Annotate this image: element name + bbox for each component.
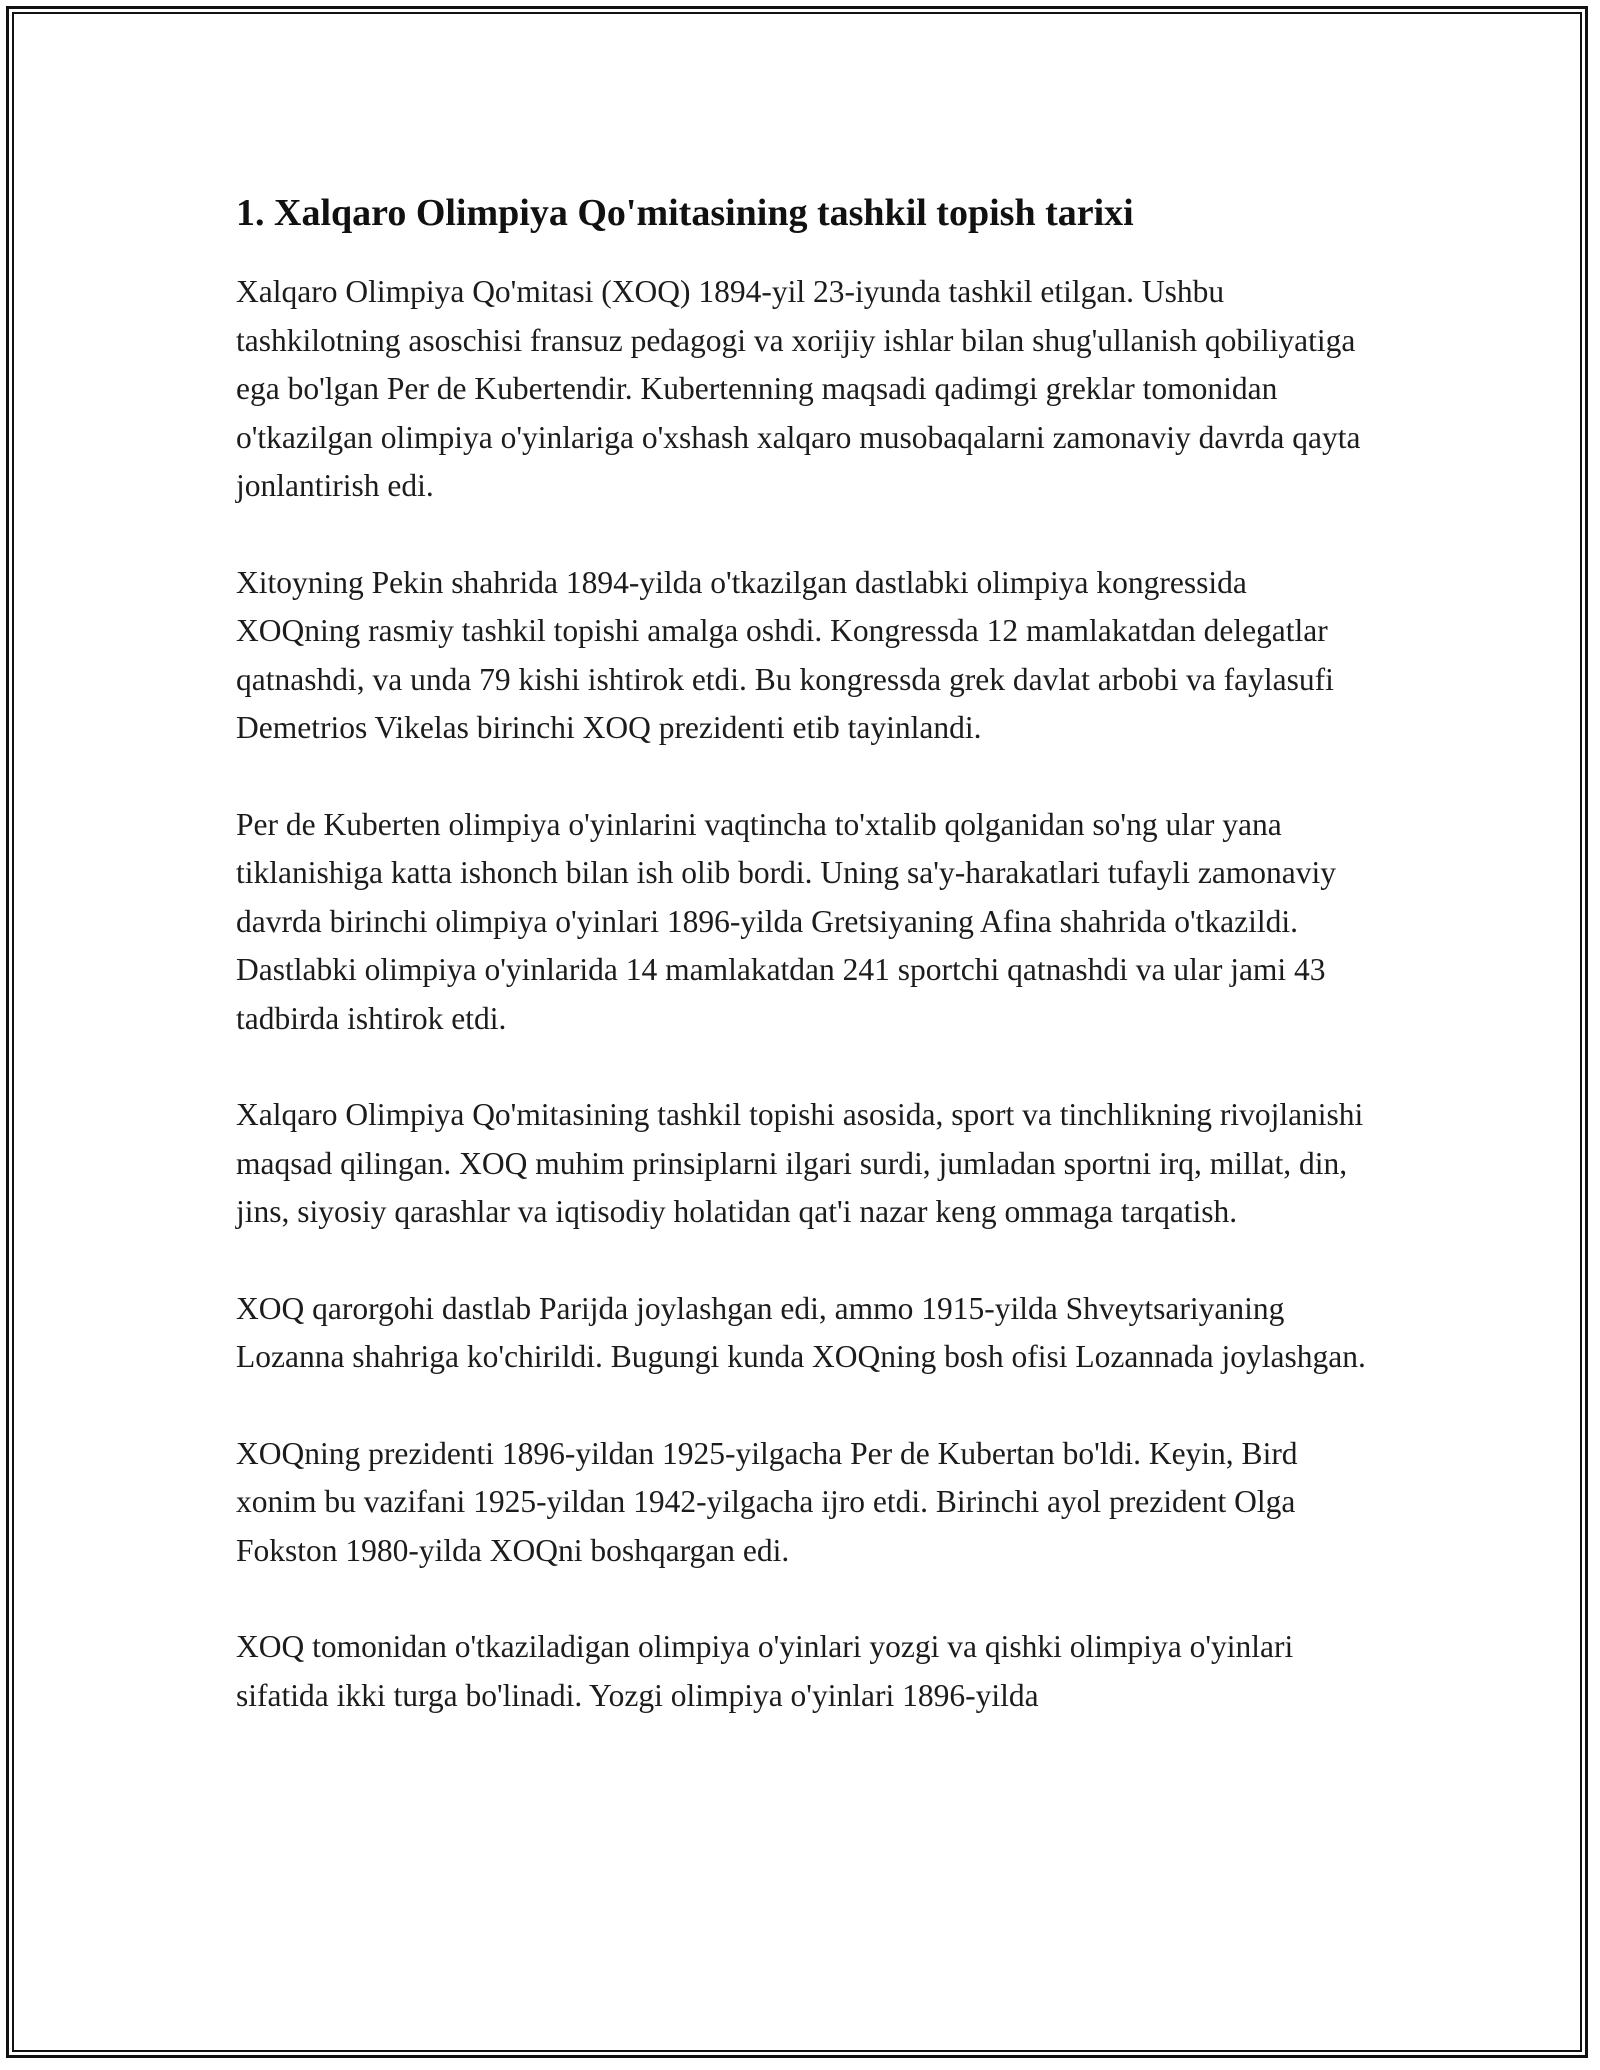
paragraph-founding: Xalqaro Olimpiya Qo'mitasi (XOQ) 1894-yil 23-iyunda tashkil etilgan. Ushbu tashkilotning asoschisi fransuz pedagogi va xorijiy ishlar bilan shug'ullanish qobiliyatiga ega bo'lgan Per de Kubertendir. Kubertenning maqsadi qadimgi greklar tomonidan o'tkazilgan olimpiya o'yinlariga o'xshash xalqaro musobaqalarni zamonaviy davrda qayta jonlantirish edi. — [236, 274, 1361, 503]
paragraph-congress: Xitoyning Pekin shahrida 1894-yilda o'tkazilgan dastlabki olimpiya kongressida XOQning rasmiy tashkil topishi amalga oshdi. Kongressda 12 mamlakatdan delegatlar qatnashdi, va unda 79 kishi ishtirok etdi. Bu kongressda grek davlat arbobi va faylasufi Demetrios Vikelas birinchi XOQ prezidenti etib tayinlandi. — [236, 564, 1334, 745]
paragraph-headquarters: XOQ qarorgohi dastlab Parijda joylashgan edi, ammo 1915-yilda Shveytsariyaning Lozanna shahriga ko'chirildi. Bugungi kunda XOQning bosh ofisi Lozannada joylashgan. — [236, 1290, 1366, 1374]
paragraph-presidents: XOQning prezidenti 1896-yildan 1925-yilgacha Per de Kubertan bo'ldi. Keyin, Bird xonim bu vazifani 1925-yildan 1942-yilgacha ijro etdi. Birinchi ayol prezident Olga Fokston 1980-yilda XOQni boshqargan edi. — [236, 1435, 1298, 1568]
paragraph-first-games: Per de Kuberten olimpiya o'yinlarini vaqtincha to'xtalib qolganidan so'ng ular yana tiklanishiga katta ishonch bilan ish olib bordi. Uning sa'y-harakatlari tufayli zamonaviy davrda birinchi olimpiya o'yinlari 1896-yilda Gretsiyaning Afina shahrida o'tkazildi. Dastlabki olimpiya o'yinlarida 14 mamlakatdan 241 sportchi qatnashdi va ular jami 43 tadbirda ishtirok etdi. — [236, 806, 1337, 1036]
paragraph-principles: Xalqaro Olimpiya Qo'mitasining tashkil topishi asosida, sport va tinchlikning rivojlanishi maqsad qilingan. XOQ muhim prinsiplarni ilgari surdi, jumladan sportni irq, millat, din, jins, siyosiy qarashlar va iqtisodiy holatidan qat'i nazar keng ommaga tarqatish. — [236, 1097, 1364, 1229]
section-heading: 1. Xalqaro Olimpiya Qo'mitasining tashkil topish tarixi — [236, 192, 1134, 234]
document-body — [236, 188, 1366, 1720]
paragraph-games-types: XOQ tomonidan o'tkaziladigan olimpiya o'yinlari yozgi va qishki olimpiya o'yinlari sifatida ikki turga bo'linadi. Yozgi olimpiya o'yinlari 1896-yilda — [236, 1629, 1294, 1713]
